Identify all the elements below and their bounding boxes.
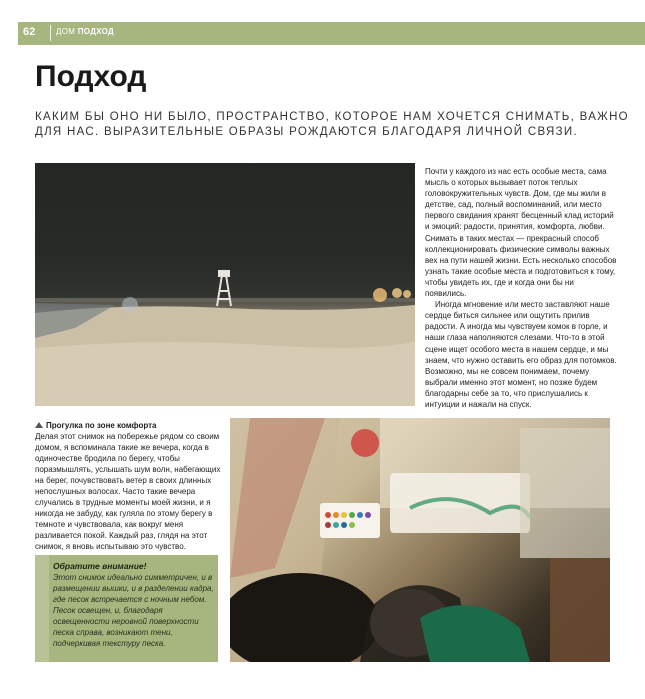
beach-photo: [35, 163, 415, 406]
header-bar: [18, 22, 645, 45]
caption-title-line: [35, 420, 225, 431]
children-painting-photo: [230, 418, 610, 662]
tip-title: Обратите внимание!: [53, 561, 147, 571]
breadcrumb-section: ДОМ: [56, 27, 76, 36]
header-divider: [50, 25, 51, 41]
caption-text: Делая этот снимок на побережье рядом со своим домом, я вспоминала такие же вечера, когда в одиночестве бродила по берегу, чтобы поразмышлять, услышать шум волн, набегающих на берег, почувствовать ветер в своих длинных непослушных волосах. Часто такие вечера случались в трудные моменты моей жизни, и я никогда не забуду, как гуляла по этому берегу в темноте и чувствовала, как вокруг меня разливается покой. Каждый раз, глядя на этот снимок, я вновь испытываю это чувство.: [35, 432, 221, 551]
body-text: [425, 166, 617, 410]
photo-caption: [35, 420, 225, 552]
breadcrumb: [56, 27, 114, 36]
tip-box: [35, 555, 218, 662]
body-paragraph-2: Иногда мгновение или место заставляют наше сердце биться сильнее или ощутить прилив радости. А иногда мы чувствуем комок в горле, и наши глаза наполняются слезами. Что-то в этой сцене ищет особого места в нашем сердце, и мы знаем, что нужно оставить его образ для потомков. Возможно, мы не совсем понимаем, почему выбрали именно этот момент, но позже будем благодарны себе за то, что прислушались к интуиции и нажали на спуск.: [425, 300, 617, 409]
page-title: Подход: [35, 60, 147, 93]
tip-text: Этот снимок идеально симметричен, и в размещении вышки, и в разделении кадра, где песок встречается с ночным небом. Песок освещен, и, благодаря освещенности неровной поверхности песка справа, возникают тени, подчеркивая текстуру песка.: [53, 573, 214, 648]
beach-scene-illustration: [35, 163, 415, 406]
body-paragraph-1: Почти у каждого из нас есть особые места, сама мысль о которых вызывает поток теплых головокружительных чувств. Дом, где мы жили в детстве, сад, полный воспоминаний, или место первого свидания хранят бесценный клад историй и эмоций: радости, принятия, комфорта, любви. Снимать в таких местах — прекрасный способ коллекционировать физические символы важных вех на пути нашей жизни. Есть несколько способов узнать такие особые места и подготовиться к тому, чтобы увидеть их, где и когда они бы ни появились.: [425, 167, 617, 299]
breadcrumb-chapter: ПОДХОД: [77, 27, 115, 36]
triangle-up-icon: [35, 422, 43, 428]
caption-title: Прогулка по зоне комфорта: [46, 421, 157, 430]
page-number: 62: [23, 26, 36, 38]
lead-paragraph: КАКИМ БЫ ОНО НИ БЫЛО, ПРОСТРАНСТВО, КОТОРОЕ НАМ ХОЧЕТСЯ СНИМАТЬ, ВАЖНО ДЛЯ НАС. ВЫРАЗИТЕЛЬНЫЕ ОБРАЗЫ РОЖДАЮТСЯ БЛАГОДАРЯ ЛИЧНОЙ СВЯЗИ.: [35, 111, 629, 138]
children-scene-illustration: [230, 418, 610, 662]
